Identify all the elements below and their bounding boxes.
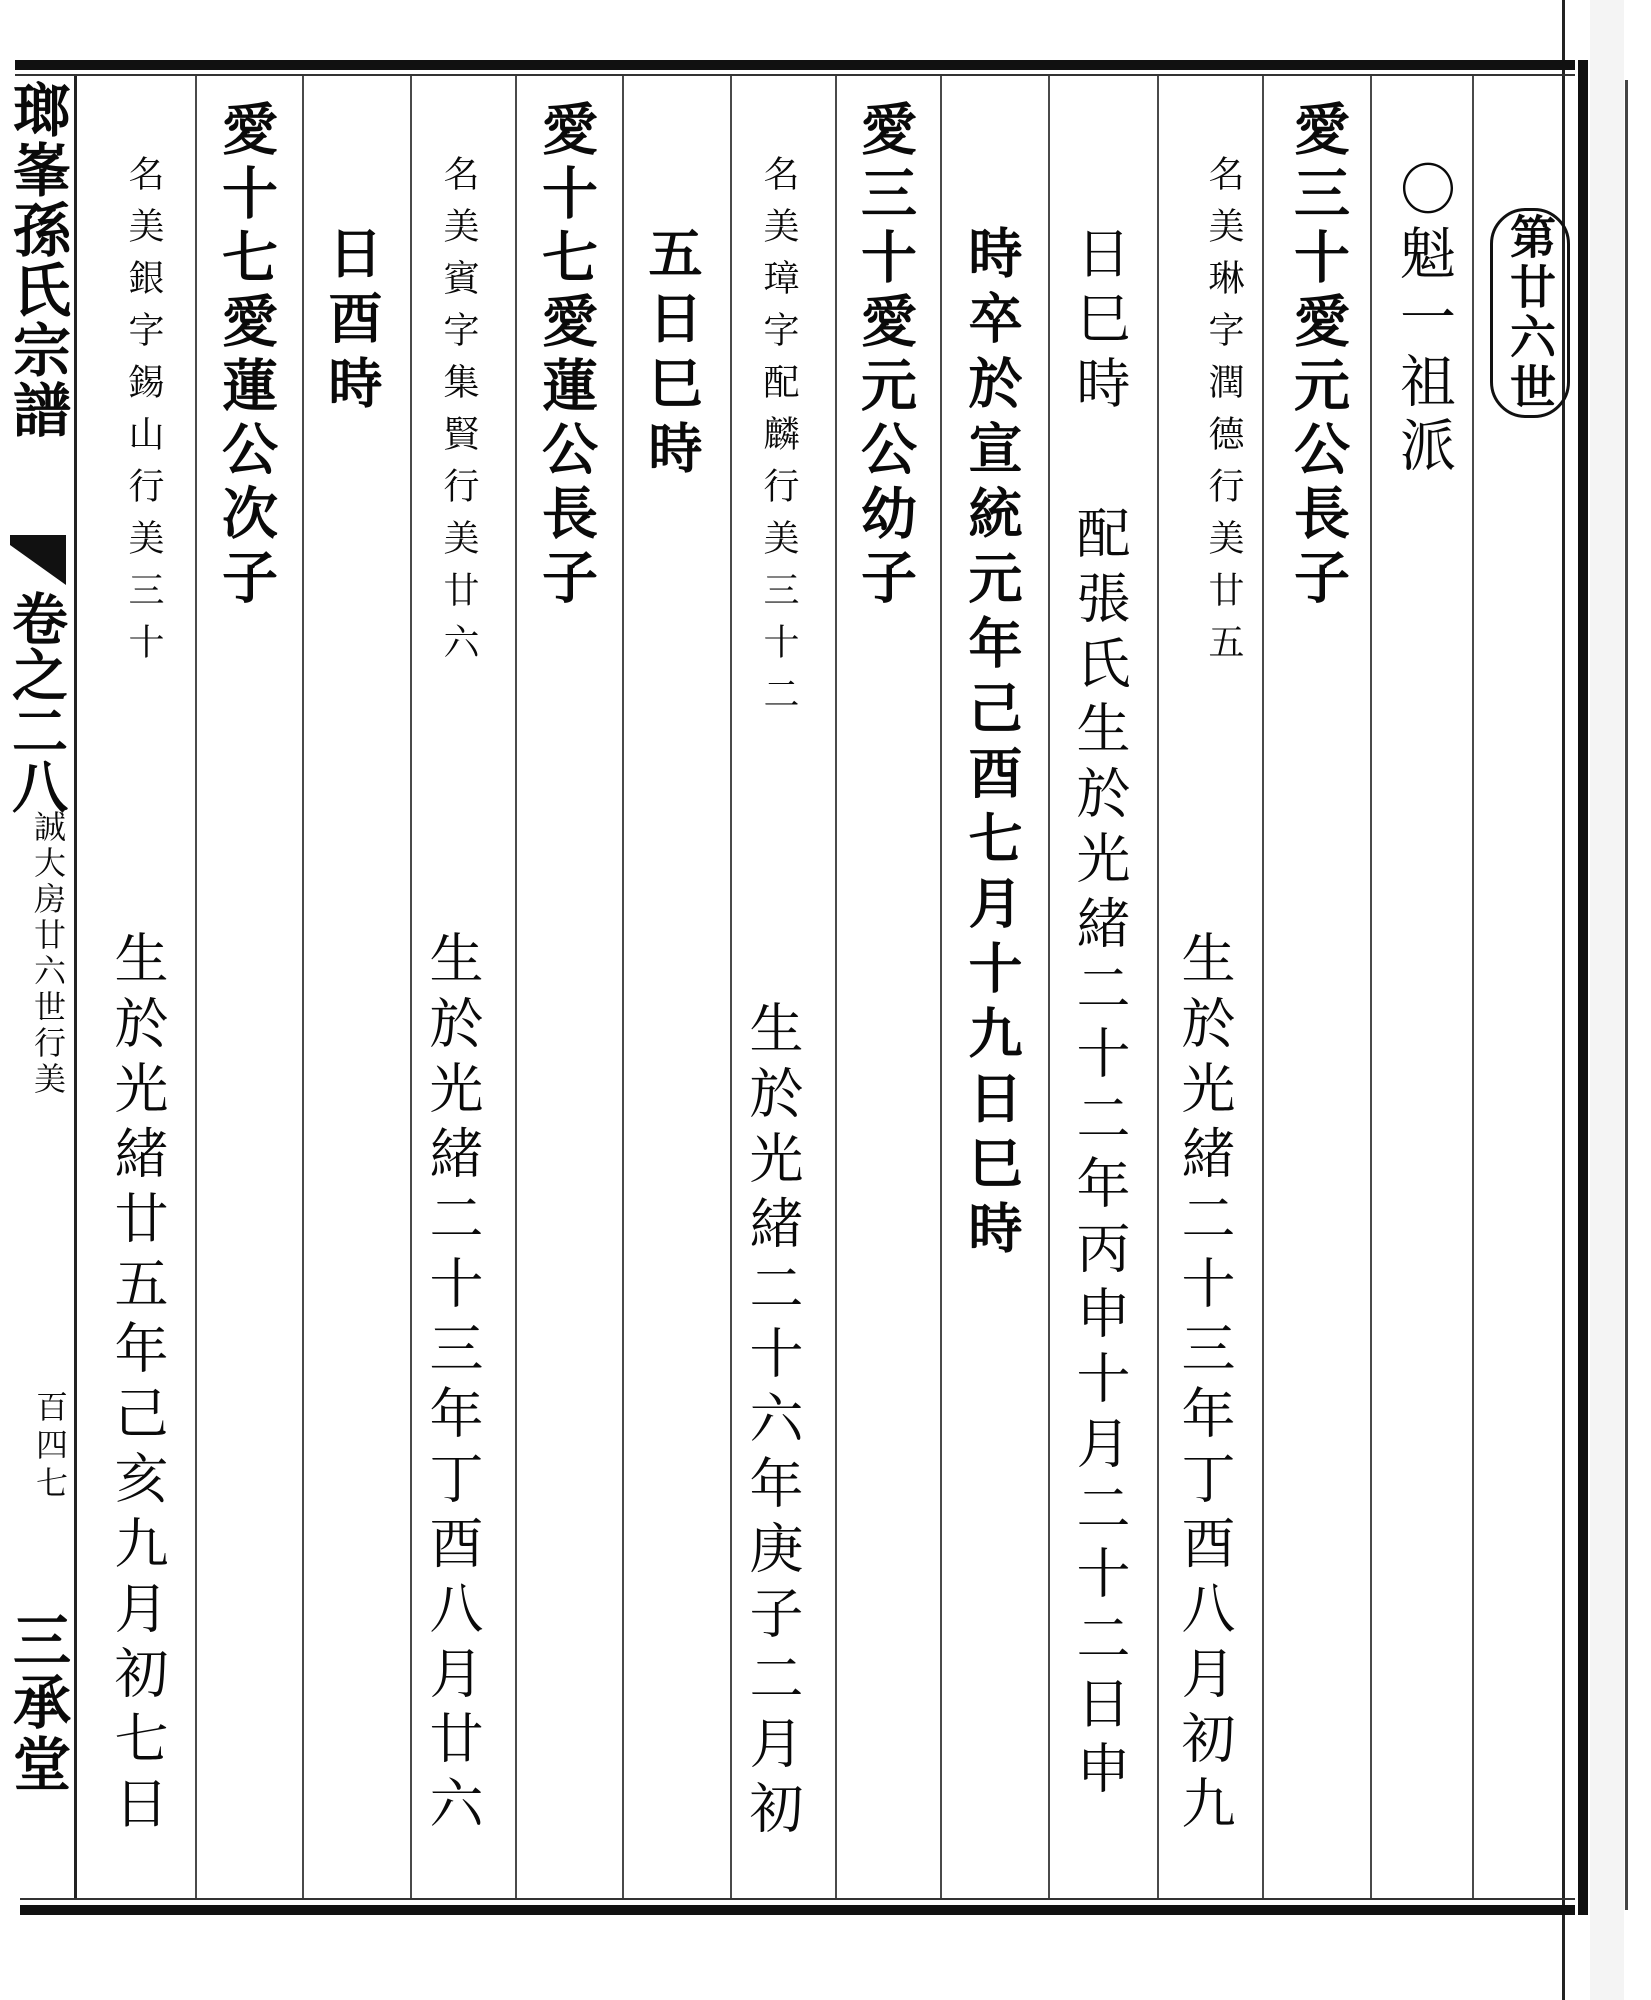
column-rule <box>730 76 732 1898</box>
column-rule <box>1472 76 1474 1898</box>
entry-birth-cont: 日巳時 <box>1068 225 1131 420</box>
entry-birth: 生於光緒二十六年庚子二月初 <box>741 1000 804 1845</box>
entry-birth: 生於光緒廿五年己亥九月初七日 <box>106 930 169 1840</box>
hall-name: 三承堂 <box>3 1610 71 1796</box>
entry-spouse: 配張氏生於光緒二十二年丙申十月二十二日申 <box>1068 505 1131 1805</box>
column-rule <box>515 76 517 1898</box>
entry-name-line: 名美賓字集賢行美廿六 <box>438 155 479 675</box>
spine-edge-line-outer <box>1625 80 1628 1910</box>
frame-bottom-inner-line <box>20 1898 1575 1900</box>
frame-top-inner-line <box>15 74 1575 76</box>
column-rule <box>1370 76 1372 1898</box>
column-rule <box>410 76 412 1898</box>
column-rule <box>302 76 304 1898</box>
branch-label: 誠大房廿六世行美 <box>29 810 67 1098</box>
entry-birth: 生於光緒二十三年丁酉八月廿六 <box>421 930 484 1840</box>
entry-birth-cont: 五日巳時 <box>640 225 704 485</box>
column-rule <box>1048 76 1050 1898</box>
frame-top-border <box>15 60 1575 70</box>
page-number: 百四七 <box>31 1390 69 1504</box>
column-rule <box>622 76 624 1898</box>
fish-tail-mark-icon <box>10 535 66 585</box>
entry-name-line: 名美銀字錫山行美三十 <box>123 155 164 675</box>
book-title: 瑯峯孫氏宗譜 <box>3 80 71 440</box>
entry-parent-line: 愛三十愛元公長子 <box>1285 100 1351 612</box>
column-rule <box>940 76 942 1898</box>
entry-parent-line: 愛三十愛元公幼子 <box>852 100 918 612</box>
column-rule <box>1157 76 1159 1898</box>
column-rule <box>195 76 197 1898</box>
entry-parent-line: 愛十七愛蓮公次子 <box>213 100 279 612</box>
entry-birth: 生於光緒二十三年丁酉八月初九 <box>1173 930 1236 1840</box>
generation-badge <box>1490 208 1570 418</box>
branch-header: 〇魁一祖派 <box>1391 160 1456 480</box>
entry-death: 時卒於宣統元年己酉七月十九日巳時 <box>960 225 1024 1265</box>
entry-name-line: 名美璋字配麟行美三十二 <box>758 155 799 727</box>
book-spine <box>1590 0 1624 2000</box>
column-rule <box>1262 76 1264 1898</box>
entry-name-line: 名美琳字潤德行美廿五 <box>1203 155 1244 675</box>
entry-parent-line: 愛十七愛蓮公長子 <box>533 100 599 612</box>
frame-left-border <box>74 76 77 1898</box>
volume-label: 卷之二八 <box>3 590 69 814</box>
generation-badge-text: 第廿六世 <box>1503 213 1557 413</box>
entry-birth-cont: 日酉時 <box>320 225 384 420</box>
frame-bottom-border <box>20 1905 1575 1915</box>
frame-right-border <box>1578 60 1588 1915</box>
column-rule <box>835 76 837 1898</box>
